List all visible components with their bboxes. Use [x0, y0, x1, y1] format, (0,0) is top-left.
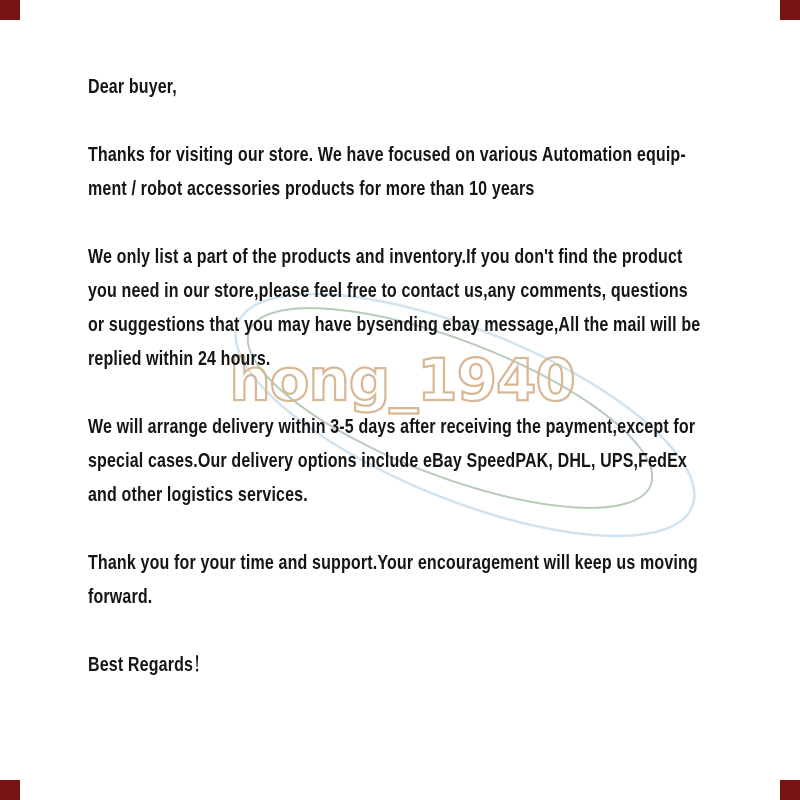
corner-marker-top-right — [780, 0, 800, 20]
letter-line: Best Regards！ — [88, 654, 210, 676]
paragraph — [88, 70, 760, 104]
paragraph — [88, 138, 760, 206]
letter-line: special cases.Our delivery options include eBay SpeedPAK, DHL, UPS,FedEx — [88, 450, 687, 472]
paragraph — [88, 240, 760, 376]
letter-body — [88, 70, 760, 716]
letter-line: We will arrange delivery within 3-5 days after receiving the payment,except for — [88, 416, 696, 438]
corner-marker-bottom-right — [780, 780, 800, 800]
letter-line: Thank you for your time and support.Your encouragement will keep us moving — [88, 552, 698, 574]
letter-line: Dear buyer, — [88, 76, 177, 98]
letter-line: replied within 24 hours. — [88, 348, 271, 370]
watermark-text: hong_1940 — [229, 346, 575, 414]
letter-line: you need in our store,please feel free to contact us,any comments, questions — [88, 280, 688, 302]
letter-line: ment / robot accessories products for more than 10 years — [88, 178, 535, 200]
letter-line: We only list a part of the products and inventory.If you don't find the product — [88, 246, 683, 268]
paragraph — [88, 648, 760, 682]
corner-marker-top-left — [0, 0, 20, 20]
paragraph — [88, 410, 760, 512]
paragraph — [88, 546, 760, 614]
corner-marker-bottom-left — [0, 780, 20, 800]
letter-line: forward. — [88, 586, 153, 608]
letter-line: and other logistics services. — [88, 484, 308, 506]
letter-line: Thanks for visiting our store. We have focused on various Automation equip- — [88, 144, 686, 166]
letter-line: or suggestions that you may have bysending ebay message,All the mail will be — [88, 314, 701, 336]
